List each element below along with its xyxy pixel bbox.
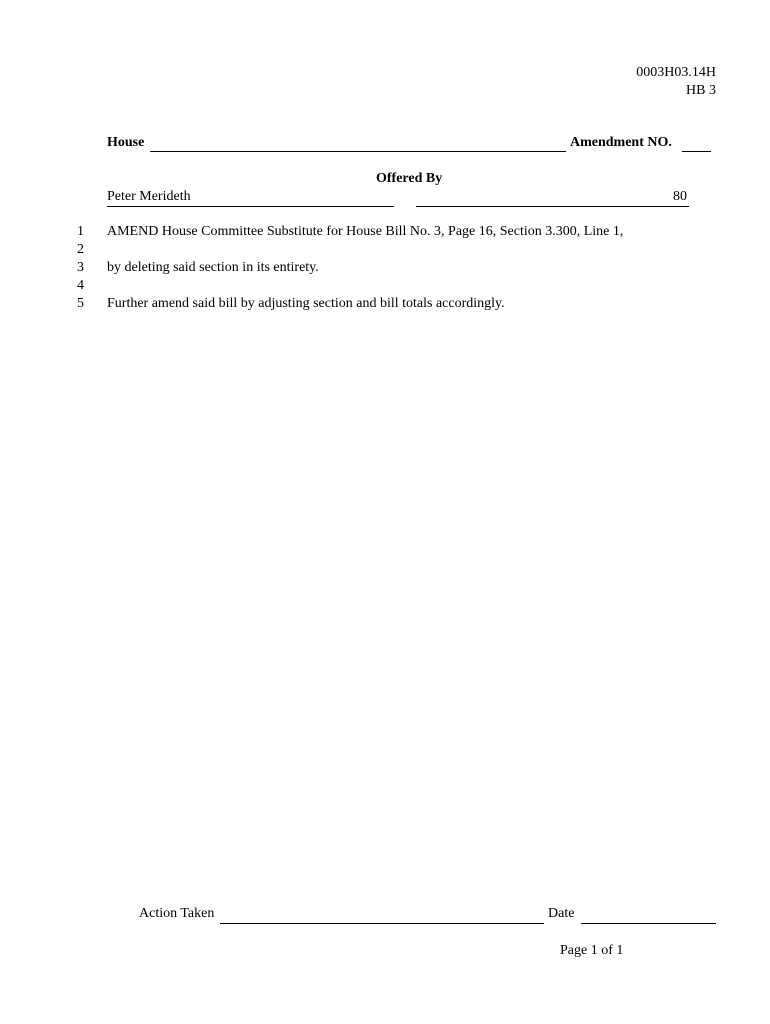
line-number: 4 <box>77 278 84 293</box>
date-label: Date <box>548 906 575 921</box>
district-number: 80 <box>673 189 687 204</box>
house-label: House <box>107 135 145 150</box>
line-number: 1 <box>77 224 84 239</box>
date-blank-line <box>581 923 716 924</box>
doc-number: 0003H03.14H <box>636 65 716 80</box>
action-taken-blank-line <box>220 923 544 924</box>
bill-number: HB 3 <box>686 83 716 98</box>
amendment-text-line: by deleting said section in its entirety. <box>107 260 319 275</box>
amendment-number-label: Amendment NO. <box>570 135 672 150</box>
sponsor-underline <box>107 206 394 207</box>
line-number: 2 <box>77 242 84 257</box>
sponsor-name: Peter Merideth <box>107 189 191 204</box>
district-underline <box>416 206 689 207</box>
amendment-text-line: Further amend said bill by adjusting section and bill totals accordingly. <box>107 296 505 311</box>
offered-by-heading: Offered By <box>376 171 443 186</box>
line-number: 5 <box>77 296 84 311</box>
action-taken-label: Action Taken <box>139 906 215 921</box>
line-number: 3 <box>77 260 84 275</box>
document-id-block <box>636 64 716 100</box>
amendment-number-blank <box>682 151 711 152</box>
amendment-text-line: AMEND House Committee Substitute for House Bill No. 3, Page 16, Section 3.300, Line 1, <box>107 224 624 239</box>
house-blank-line <box>150 151 566 152</box>
page-number: Page 1 of 1 <box>560 943 624 958</box>
